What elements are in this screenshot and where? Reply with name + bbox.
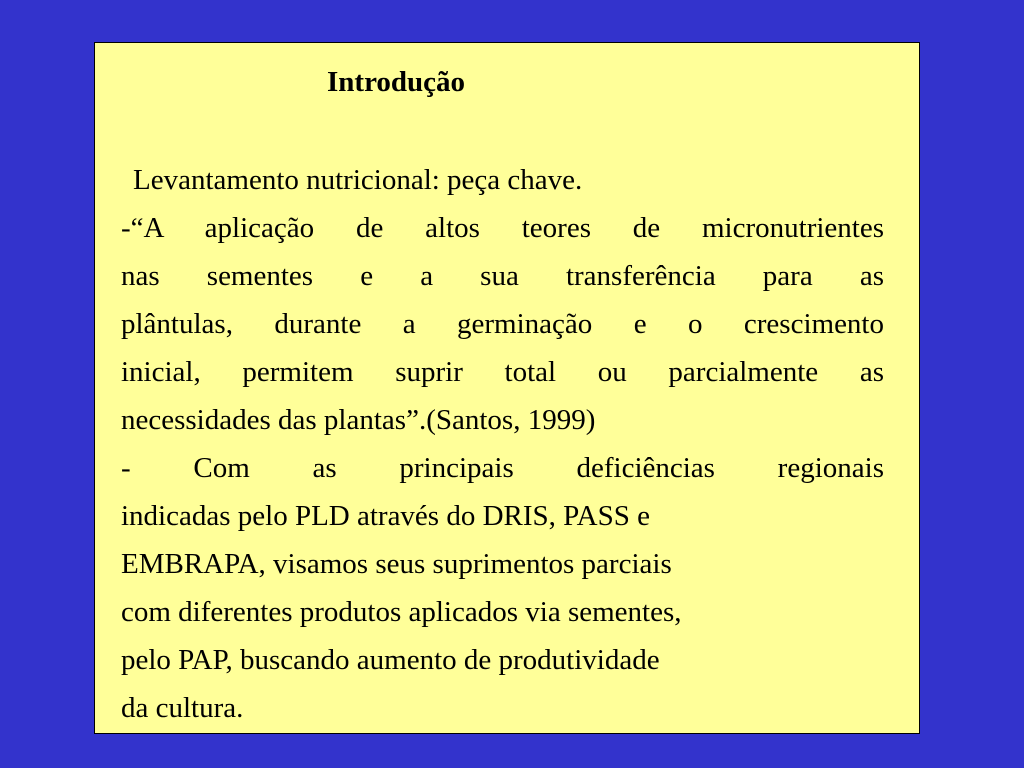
body-line-2: nas sementes e a sua transferência para as — [121, 260, 884, 292]
body-line-6: - Com as principais deficiências regionais — [121, 452, 884, 484]
body-line-7: indicadas pelo PLD através do DRIS, PASS e — [121, 500, 650, 532]
slide-subtitle: Levantamento nutricional: peça chave. — [133, 164, 583, 196]
body-line-5: necessidades das plantas”.(Santos, 1999) — [121, 404, 596, 436]
slide-title: Introdução — [327, 66, 466, 98]
body-line-1: -“A aplicação de altos teores de micronutrientes — [121, 212, 884, 244]
body-line-4: inicial, permitem suprir total ou parcialmente as — [121, 356, 884, 388]
body-line-11: da cultura. — [121, 692, 244, 724]
body-line-8: EMBRAPA, visamos seus suprimentos parciais — [121, 548, 672, 580]
body-line-3: plântulas, durante a germinação e o crescimento — [121, 308, 884, 340]
body-line-10: pelo PAP, buscando aumento de produtividade — [121, 644, 660, 676]
body-line-9: com diferentes produtos aplicados via sementes, — [121, 596, 682, 628]
